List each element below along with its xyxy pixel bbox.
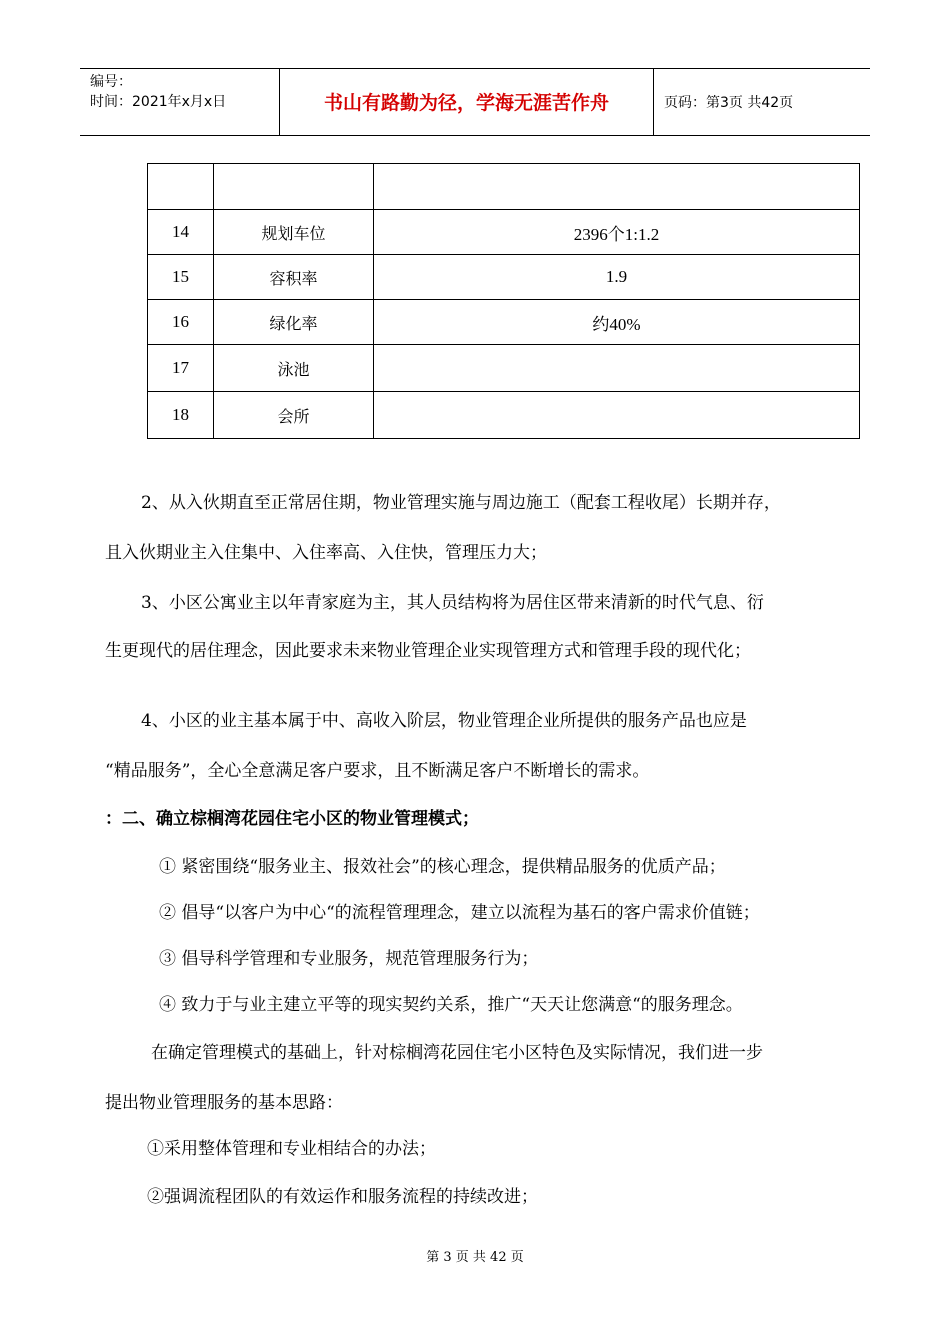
row-value: 1.9: [374, 255, 860, 300]
mode-item-1: ① 紧密围绕“服务业主、报效社会”的核心理念，提供精品服务的优质产品；: [159, 857, 726, 877]
row-number: 18: [148, 392, 214, 439]
paragraph-2-line-2: 且入伙期业主入住集中、入住率高、入住快，管理压力大；: [105, 543, 547, 563]
page-footer: 第 3 页 共 42 页: [426, 1250, 524, 1265]
row-item: 会所: [214, 392, 374, 439]
paragraph-2-line-1: 2、从入伙期直至正常居住期，物业管理实施与周边施工（配套工程收尾）长期并存，: [141, 493, 781, 513]
paragraph-3-line-1: 3、小区公寓业主以年青家庭为主，其人员结构将为居住区带来清新的时代气息、衍: [141, 593, 764, 613]
mode-item-2: ② 倡导“以客户为中心“的流程管理理念，建立以流程为基石的客户需求价值链；: [159, 903, 760, 923]
row-number: 16: [148, 300, 214, 345]
mode-item-4: ④ 致力于与业主建立平等的现实契约关系，推广“天天让您满意“的服务理念。: [159, 995, 743, 1015]
header-page-info: 页码：第3页 共42页: [664, 95, 794, 111]
row-number: 15: [148, 255, 214, 300]
mode-item-3: ③ 倡导科学管理和专业服务，规范管理服务行为；: [159, 949, 539, 969]
row-item: 泳池: [214, 345, 374, 392]
header-motto: 书山有路勤为径，学海无涯苦作舟: [280, 69, 654, 135]
row-item: 绿化率: [214, 300, 374, 345]
row-item: 容积率: [214, 255, 374, 300]
paragraph-5-line-2: 提出物业管理服务的基本思路：: [105, 1093, 343, 1113]
row-value: 约40%: [374, 300, 860, 345]
paragraph-4-line-1: 4、小区的业主基本属于中、高收入阶层，物业管理企业所提供的服务产品也应是: [141, 711, 747, 731]
row-value: 2396个1:1.2: [374, 210, 860, 255]
paragraph-3-line-2: 生更现代的居住理念，因此要求未来物业管理企业实现管理方式和管理手段的现代化；: [105, 641, 751, 661]
approach-item-1: ①采用整体管理和专业相结合的办法；: [147, 1139, 436, 1159]
paragraph-4-line-2: “精品服务”，全心全意满足客户要求，且不断满足客户不断增长的需求。: [105, 761, 650, 781]
approach-item-2: ②强调流程团队的有效运作和服务流程的持续改进；: [147, 1187, 538, 1207]
time-label: 时间：2021年x月x日: [90, 94, 227, 110]
number-label: 编号：: [90, 74, 132, 90]
paragraph-5-line-1: 在确定管理模式的基础上，针对棕榈湾花园住宅小区特色及实际情况，我们进一步: [151, 1043, 763, 1063]
row-number: 17: [148, 345, 214, 392]
body-text: [105, 0, 860, 1240]
section-title: ：二、确立棕榈湾花园住宅小区的物业管理模式；: [105, 809, 479, 829]
row-number: 14: [148, 210, 214, 255]
row-item: 规划车位: [214, 210, 374, 255]
